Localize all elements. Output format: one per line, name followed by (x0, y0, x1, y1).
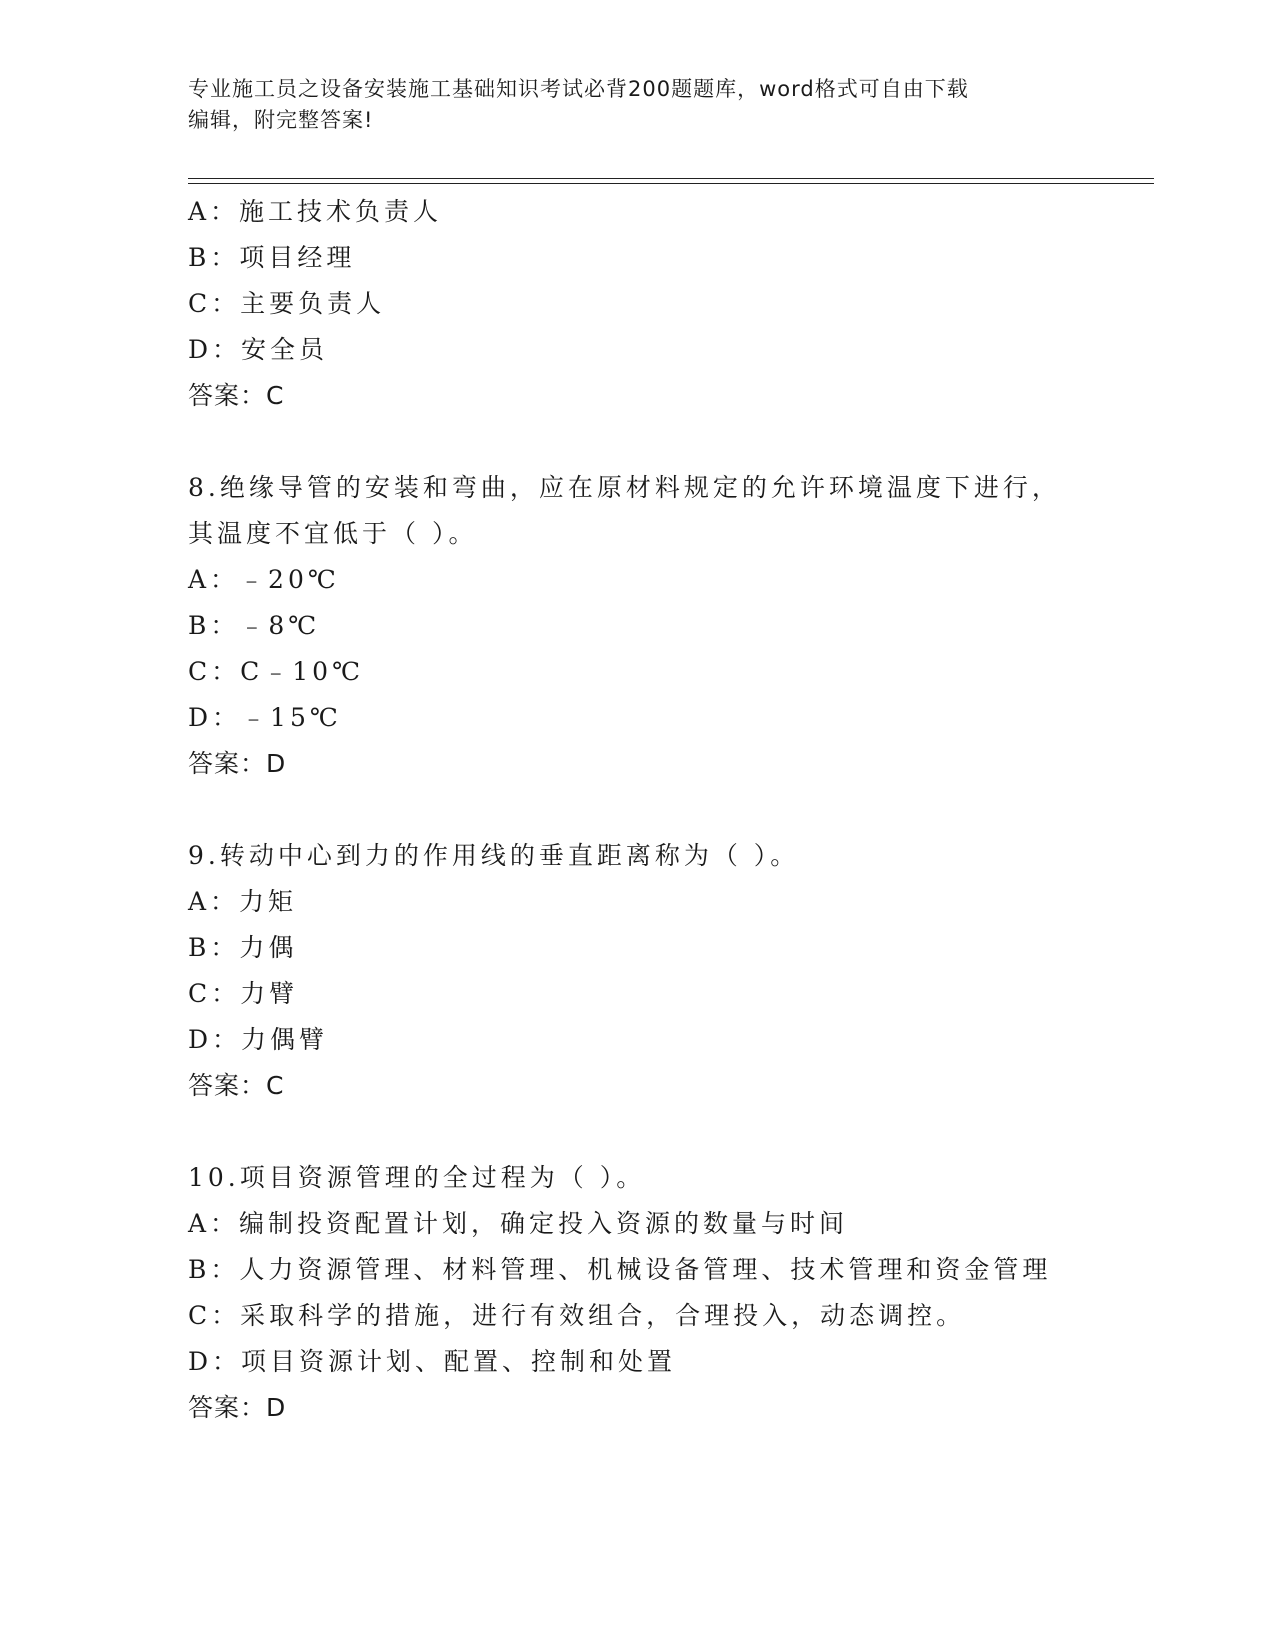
document-header (188, 74, 1088, 136)
q9-option-b: B：力偶 (188, 933, 298, 962)
q9-question: 9.转动中心到力的作用线的垂直距离称为（ ）。 (188, 841, 800, 870)
q9-option-c: C：力臂 (188, 979, 299, 1008)
spacer (188, 419, 1148, 465)
q8-option-c: C：C﹣10℃ (188, 657, 365, 686)
q10-option-c: C：采取科学的措施，进行有效组合，合理投入，动态调控。 (188, 1301, 966, 1330)
q7-option-d: D：安全员 (188, 335, 329, 364)
q9-option-d: D：力偶臂 (188, 1025, 329, 1054)
header-line-2: 编辑，附完整答案! (188, 108, 374, 132)
q10-option-b: B：人力资源管理、材料管理、机械设备管理、技术管理和资金管理 (188, 1255, 1052, 1284)
question-10-block (188, 1155, 1148, 1431)
header-divider-bottom (188, 183, 1154, 184)
q9-option-a: A：力矩 (188, 887, 298, 916)
q8-option-b: B：﹣8℃ (188, 611, 321, 640)
q10-option-a: A：编制投资配置计划，确定投入资源的数量与时间 (188, 1209, 849, 1238)
q8-option-d: D：﹣15℃ (188, 703, 342, 732)
q7-option-c: C：主要负责人 (188, 289, 386, 318)
header-line-1: 专业施工员之设备安装施工基础知识考试必背200题题库，word格式可自由下载 (188, 77, 969, 101)
q8-answer: 答案：D (188, 749, 287, 778)
question-8-block (188, 465, 1148, 787)
q10-answer: 答案：D (188, 1393, 287, 1422)
q7-option-b: B：项目经理 (188, 243, 356, 272)
question-7-block (188, 189, 1148, 419)
question-9-block (188, 833, 1148, 1109)
q8-option-a: A：﹣20℃ (188, 565, 340, 594)
spacer (188, 1109, 1148, 1155)
q9-answer: 答案：C (188, 1071, 285, 1100)
q10-question: 10.项目资源管理的全过程为（ ）。 (188, 1163, 646, 1192)
header-divider-top (188, 178, 1154, 179)
q7-option-a: A：施工技术负责人 (188, 197, 443, 226)
q8-question-line-2: 其温度不宜低于（ ）。 (188, 519, 478, 548)
spacer (188, 787, 1148, 833)
q10-option-d: D：项目资源计划、配置、控制和处置 (188, 1347, 677, 1376)
q7-answer: 答案：C (188, 381, 285, 410)
q8-question-line-1: 8.绝缘导管的安装和弯曲，应在原材料规定的允许环境温度下进行， (188, 473, 1061, 502)
question-list (188, 189, 1148, 1431)
